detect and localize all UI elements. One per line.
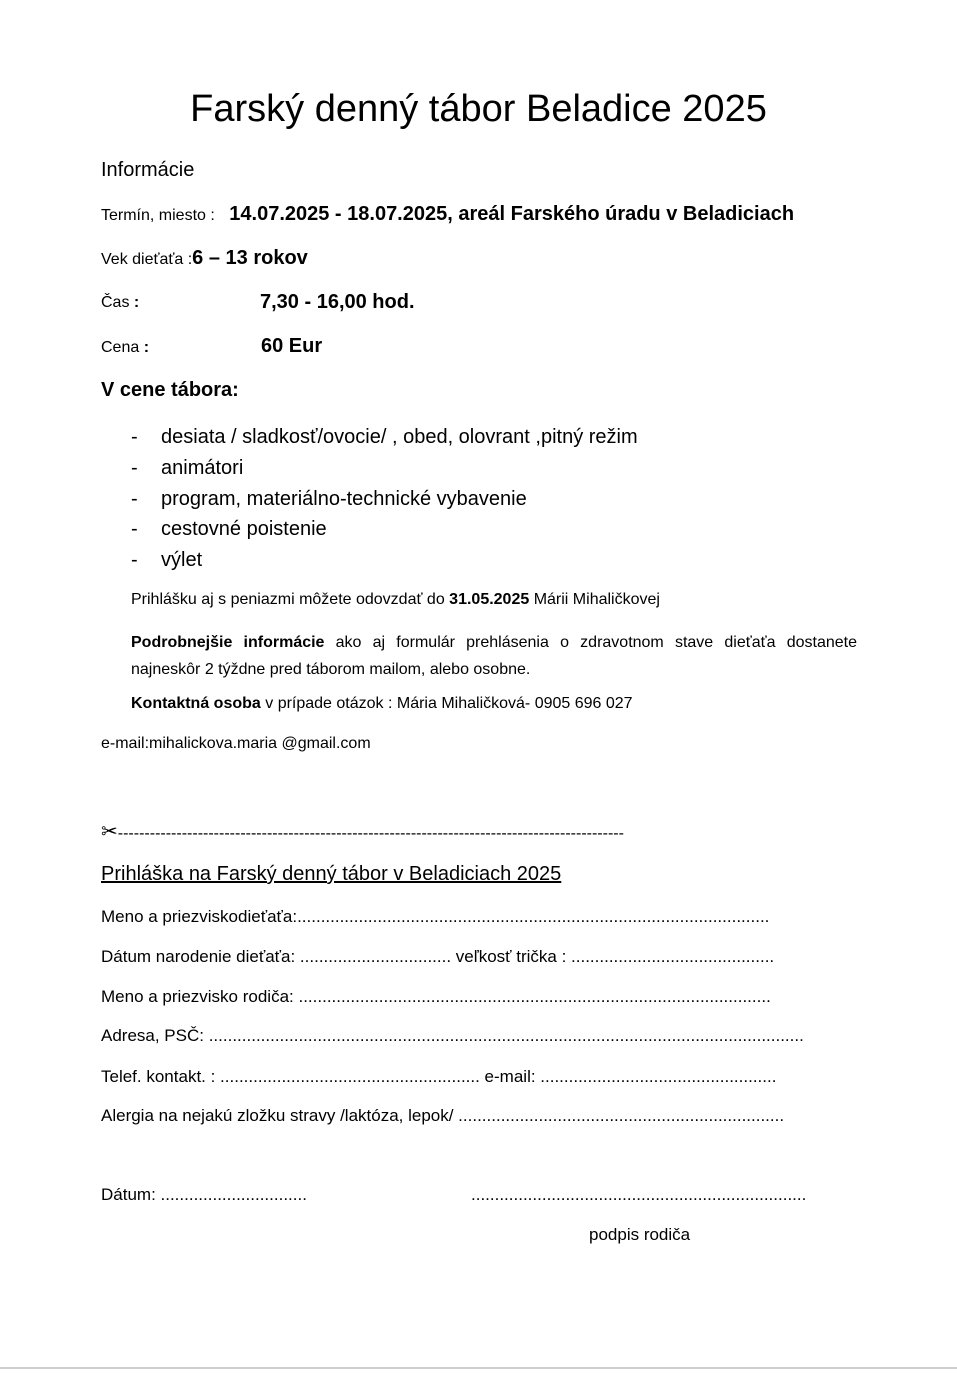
- phone-email-field: Telef. kontakt. : ....................................................... e-mail: ..................................................: [101, 1067, 777, 1086]
- signature-label: podpis rodiča: [589, 1225, 691, 1244]
- term-row: [101, 203, 794, 226]
- list-item: - cestovné poistenie: [131, 518, 327, 541]
- scissors-icon: ✂: [101, 821, 118, 843]
- contact-note: Kontaktná osoba v prípade otázok : Mária Mihaličková- 0905 696 027: [131, 695, 633, 712]
- cut-dashes: -----------------------------------------------------------------------------------------------: [117, 825, 624, 842]
- page-bottom-edge: [0, 1367, 957, 1369]
- list-item: - animátori: [131, 456, 244, 479]
- email-line: e-mail:mihalickova.maria @gmail.com: [101, 735, 371, 752]
- signature-field: .......................................................................: [471, 1185, 807, 1204]
- date-field: Dátum: ...............................: [101, 1185, 307, 1204]
- birth-size-field: Dátum narodenie dieťaťa: ................................ veľkosť trička : ...........................................: [101, 947, 775, 966]
- details-note: Podrobnejšie informácie ako aj formulár prehlásenia o zdravotnom stave dieťaťa dostanete najneskôr 2 týždne pred táborom mailom, alebo osobne.: [131, 634, 858, 678]
- time-label-row: [101, 294, 139, 312]
- age-value: 6 – 13 rokov: [192, 247, 308, 269]
- parent-name-field: Meno a priezvisko rodiča: ....................................................................................................: [101, 987, 771, 1006]
- price-value: 60 Eur: [261, 335, 323, 357]
- price-label: Cena: [101, 339, 140, 356]
- age-row: [101, 247, 308, 270]
- included-heading: V cene tábora:: [101, 379, 239, 401]
- info-heading: Informácie: [101, 159, 195, 181]
- address-field: Adresa, PSČ: ..............................................................................................................................: [101, 1026, 804, 1045]
- list-item: - program, materiálno-technické vybavenie: [131, 487, 527, 510]
- included-list: [101, 422, 638, 576]
- child-name-field: Meno a priezviskodieťaťa:....................................................................................................: [101, 907, 770, 926]
- cut-line: [101, 819, 624, 844]
- price-label-row: [101, 339, 149, 357]
- submit-note: Prihlášku aj s peniazmi môžete odovzdať do 31.05.2025 Márii Mihaličkovej: [131, 591, 660, 608]
- time-value: 7,30 - 16,00 hod.: [260, 291, 415, 313]
- allergy-field: Alergia na nejakú zložku stravy /laktóza, lepok/ .....................................................................: [101, 1106, 785, 1125]
- time-colon: :: [133, 294, 140, 311]
- time-label: Čas: [101, 294, 130, 311]
- term-value: 14.07.2025 - 18.07.2025, areál Farského úradu v Beladiciach: [229, 203, 795, 225]
- form-heading: Prihláška na Farský denný tábor v Beladiciach 2025: [101, 863, 562, 885]
- list-item: - desiata / sladkosť/ovocie/ , obed, olovrant ,pitný režim: [131, 426, 638, 448]
- age-label: Vek dieťaťa :: [101, 251, 193, 268]
- list-item: - výlet: [131, 549, 203, 572]
- page-title: Farský denný tábor Beladice 2025: [190, 88, 767, 130]
- price-colon: :: [143, 339, 150, 356]
- term-label: Termín, miesto :: [101, 207, 215, 224]
